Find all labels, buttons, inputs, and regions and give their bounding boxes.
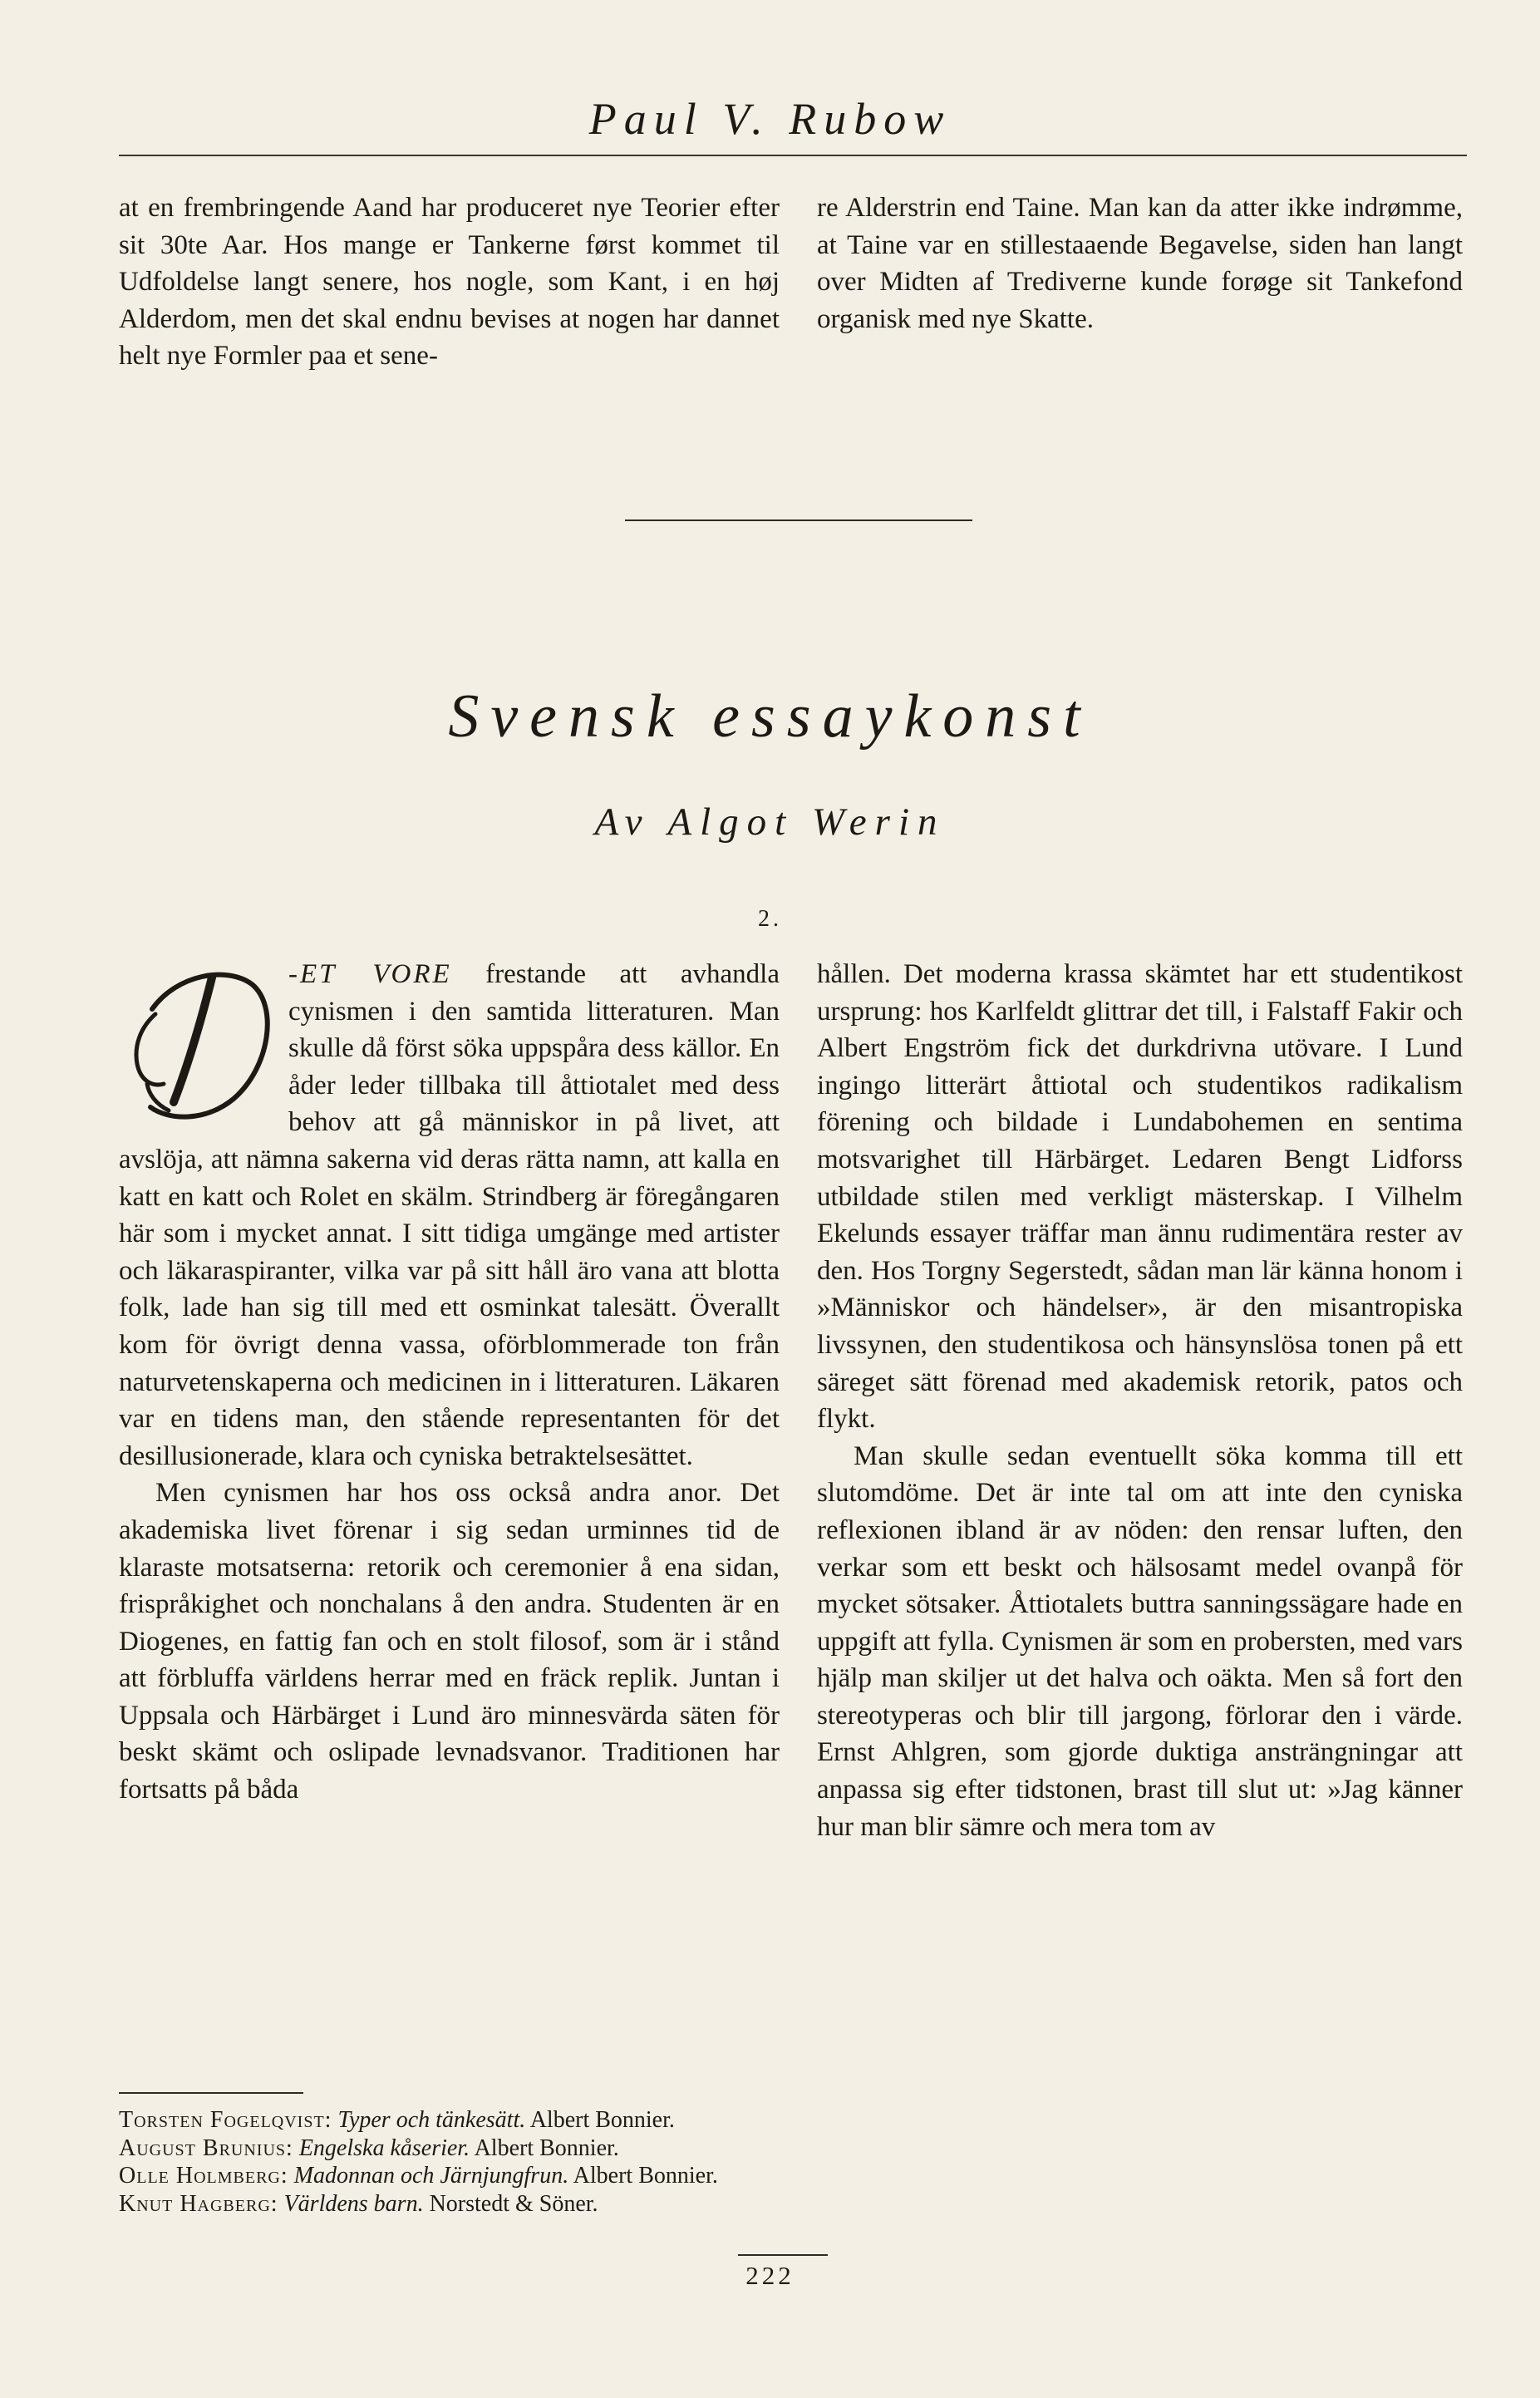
page-number: 222 <box>745 2261 795 2290</box>
bibliography-entry <box>119 2135 1116 2163</box>
running-head: Paul V. Rubow <box>588 94 952 144</box>
entry-author: Knut Hagberg: <box>119 2190 278 2217</box>
entry-publisher: Albert Bonnier. <box>529 2107 675 2133</box>
article-byline: Av Algot Werin <box>594 800 946 844</box>
article-paragraph-1-text: frestande att avhandla cynismen i den samtida litteraturen. Man skulle då först söka uppspåra dess källor. En åder leder tillbaka till åttiotalet med dess behov att gå människor in på livet, att avslöja, att nämna sakerna vid deras rätta namn, att kalla en katt en katt och Rolet en skälm. Strindberg är föregångaren här som i mycket annat. I sitt tidiga umgänge med artister och läkaraspiranter, vilka var på sitt håll äro vana att blotta folk, lade han sig till med ett osminkat talesätt. Överallt kom för övrigt denna vassa, oförblommerade ton från naturvetenskaperna och medicinen in i litteraturen. Läkaren var en tidens man, den stående representanten för det desillusionerade, klara och cyniska betraktelsesättet. <box>119 959 780 1471</box>
previous-article-text-right: re Alderstrin end Taine. Man kan da atter ikke indrømme, at Taine var en stillestaaende Begavelse, siden han langt over Midten af Trediverne kunde forøge sit Tankefond organisk med nye Skatte. <box>817 193 1463 334</box>
previous-article-left-column <box>119 190 780 375</box>
entry-publisher: Norstedt & Söner. <box>429 2190 598 2217</box>
entry-work: Världens barn. <box>283 2190 424 2217</box>
article-paragraph-2: Men cynismen har hos oss också andra anor. Det akademiska livet förenar i sig sedan urminnes tid de klaraste motsatserna: retorik och ceremonier å ena sidan, frispråkighet och nonchalans å den andra. Studenten är en Diogenes, en fattig fan och en stolt filosof, som är i stånd att förbluffa världens herrar med en fräck replik. Juntan i Uppsala och Härbärget i Lund äro minnesvärda säten för beskt skämt och oslipade levnadsvanor. Traditionen har fortsatts på båda <box>119 1478 780 1805</box>
dropcap-d-glyph <box>119 959 277 1125</box>
entry-publisher: Albert Bonnier. <box>573 2163 718 2189</box>
lead-words: -ET VORE <box>288 959 452 989</box>
previous-article-text-left: at en frembringende Aand har produceret nye Teorier efter sit 30te Aar. Hos mange er Tankerne først kommet til Udfoldelse langt senere, hos nogle, som Kant, i en høj Alderdom, men det skal endnu bevises at nogen har dannet helt nye Formler paa et sene- <box>119 193 780 372</box>
bibliography-entry <box>119 2106 1116 2135</box>
entry-work: Engelska kåserier. <box>298 2135 470 2161</box>
article-paragraph-3: hållen. Det moderna krassa skämtet har ett studentikost ursprung: hos Karlfeldt glittrar det till, i Falstaff Fakir och Albert Engström fick det durkdrivna utövare. I Lund ingingo litterärt åttiotal och studentikos radikalism förening och bildade i Lundabohemen en sentima motsvarighet till Härbärget. Ledaren Bengt Lidforss utbildade stilen med verkligt mästerskap. I Vilhelm Ekelunds essayer träffar man ännu rudimentära rester av den. Hos Torgny Segerstedt, sådan man lär känna honom i »Människor och händelser», är den misantropiska livssynen, den studentikosa och hänsynslösa tonen på ett säreget sätt förenad med akademisk retorik, patos och flykt. <box>817 959 1463 1435</box>
entry-author: August Brunius: <box>119 2135 293 2161</box>
part-number: 2. <box>758 906 782 932</box>
bibliography-list <box>119 2106 1116 2218</box>
entry-work: Typer och tänkesätt. <box>337 2107 526 2133</box>
page-number-rule <box>738 2254 828 2256</box>
article-title: Svensk essaykonst <box>448 682 1092 751</box>
bibliography-entry <box>119 2162 1116 2190</box>
entry-work: Madonnan och Järnjungfrun. <box>293 2163 569 2189</box>
entry-author: Olle Holmberg: <box>119 2163 288 2189</box>
article-right-column <box>817 956 1463 1845</box>
section-separator-rule <box>625 519 972 521</box>
previous-article-right-column <box>817 190 1463 337</box>
footnote-rule <box>119 2092 303 2094</box>
bibliography-entry <box>119 2190 1116 2218</box>
header-rule <box>119 155 1467 156</box>
dropcap-initial <box>119 959 277 1125</box>
article-paragraph-4: Man skulle sedan eventuellt söka komma till ett slutomdöme. Det är inte tal om att inte den cyniska reflexionen ibland är av nöden: den rensar luften, den verkar som ett beskt och hälsosamt medel ovanpå för mycket sötsaker. Åttiotalets buttra sanningssägare hade en uppgift att fylla. Cynismen är som en probersten, med vars hjälp man skiljer ut det halva och oäkta. Men så fort den stereotyperas och blir till jargong, förlorar den i värde. Ernst Ahlgren, som gjorde duktiga ansträngningar att anpassa sig efter tidstonen, brast till slut ut: »Jag känner hur man blir sämre och mera tom av <box>817 1440 1463 1842</box>
entry-publisher: Albert Bonnier. <box>474 2135 619 2161</box>
article-left-column <box>119 956 780 1809</box>
entry-author: Torsten Fogelqvist: <box>119 2107 332 2133</box>
